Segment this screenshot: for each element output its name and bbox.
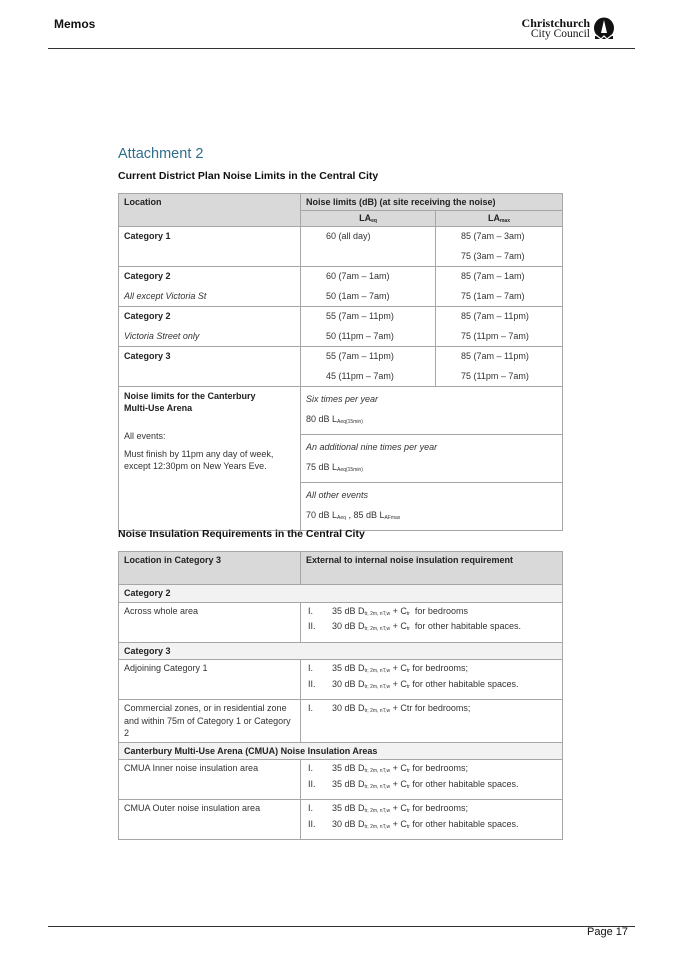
- location-cell: Category 2 All except Victoria St: [119, 267, 301, 307]
- lamax-cell: 85 (7am – 11pm) 75 (11pm – 7am): [436, 307, 563, 347]
- cmua-limit-cell: Six times per year 80 dB $L_{Aeq(15min)}$: [301, 387, 563, 435]
- council-logo: [522, 17, 615, 41]
- page-number: Page 17: [587, 926, 628, 938]
- cmua-limit-cell: All other events 70 dB $L_{Aeq}$ , 85 dB $L_{AFmax}$: [301, 483, 563, 531]
- cathedral-logo-icon: [593, 17, 615, 41]
- table1-title: Current District Plan Noise Limits in the Central City: [118, 170, 379, 182]
- requirement-item: II. 30 dB $D_{tr, 2m, nT,w} + C_{tr}$ for other habitable spaces.: [308, 678, 519, 690]
- col-noise-limits: Noise limits (dB) (at site receiving the noise): [301, 194, 563, 211]
- requirement-item: II. 30 dB $D_{tr, 2m, nT,w} + C_{tr}$ for other habitable spaces.: [308, 621, 521, 632]
- lamax-cell: 85 (7am – 3am) 75 (3am – 7am): [436, 227, 563, 267]
- requirement-cell: [301, 602, 563, 642]
- location-cell: Category 2 Victoria Street only: [119, 307, 301, 347]
- table-row: [119, 307, 563, 347]
- group-heading: Category 2: [119, 585, 563, 603]
- table-row: [119, 700, 563, 743]
- location-cell: CMUA Outer noise insulation area: [119, 800, 301, 840]
- location-cell: Category 1: [119, 227, 301, 267]
- lamax-cell: 85 (7am – 11pm) 75 (11pm – 7am): [436, 347, 563, 387]
- table-row: [119, 602, 563, 642]
- cmua-location-cell: Noise limits for the Canterbury Multi-Use Arena All events: Must finish by 11pm any day of week, except 12:30pm on New Years Eve.: [119, 387, 301, 531]
- location-cell: Commercial zones, or in residential zone and within 75m of Category 1 or Category 2: [119, 700, 301, 743]
- location-cell: Category 3: [119, 347, 301, 387]
- table-row: [119, 660, 563, 700]
- group-heading: Category 3: [119, 642, 563, 660]
- group-row: [119, 585, 563, 603]
- group-row: [119, 742, 563, 760]
- requirement-item: I. 30 dB $D_{tr, 2m, nT,w}$ + Ctr for bedrooms;: [308, 703, 471, 714]
- lamax-cell: 85 (7am – 1am) 75 (1am – 7am): [436, 267, 563, 307]
- footer-divider: [48, 926, 635, 927]
- location-cell: Across whole area: [119, 602, 301, 642]
- cmua-limit-cell: An additional nine times per year 75 dB $L_{Aeq(15min)}$: [301, 435, 563, 483]
- col-laeq: $LA_{eq}$: [301, 211, 436, 227]
- col-requirement: External to internal noise insulation requirement: [301, 552, 563, 585]
- laeq-cell: 60 (all day): [301, 227, 436, 267]
- table-row: [119, 760, 563, 800]
- laeq-cell: 60 (7am – 1am) 50 (1am – 7am): [301, 267, 436, 307]
- table-row: [119, 267, 563, 307]
- noise-limits-table: [118, 193, 563, 531]
- logo-line1: Christchurch: [521, 16, 590, 30]
- table-row: [119, 227, 563, 267]
- table-row: [119, 800, 563, 840]
- col-location-cat3: Location in Category 3: [119, 552, 301, 585]
- requirement-item: II. 30 dB $D_{tr, 2m, nT,w} + C_{tr}$ for other habitable spaces.: [308, 818, 519, 830]
- requirement-item: I. 35 dB $D_{tr, 2m, nT,w} + C_{tr}$ for bedrooms;: [308, 763, 468, 774]
- requirement-item: I. 35 dB $D_{tr, 2m, nT,w} + C_{tr}$ for bedrooms: [308, 605, 468, 617]
- header-title: Memos: [54, 17, 96, 31]
- col-location: Location: [119, 194, 301, 227]
- cmua-row: [119, 387, 563, 435]
- laeq-cell: 55 (7am – 11pm) 50 (11pm – 7am): [301, 307, 436, 347]
- requirement-cell: [301, 700, 563, 743]
- location-cell: CMUA Inner noise insulation area: [119, 760, 301, 800]
- group-heading: Canterbury Multi-Use Arena (CMUA) Noise Insulation Areas: [119, 742, 563, 760]
- header-divider: [48, 48, 635, 49]
- logo-line2: City Council: [530, 28, 590, 40]
- table-row: [119, 347, 563, 387]
- attachment-title: Attachment 2: [118, 146, 204, 162]
- location-cell: Adjoining Category 1: [119, 660, 301, 700]
- table2-title: Noise Insulation Requirements in the Central City: [118, 528, 365, 540]
- requirement-cell: [301, 660, 563, 700]
- requirement-item: I. 35 dB $D_{tr, 2m, nT,w} + C_{tr}$ for bedrooms;: [308, 663, 468, 674]
- requirement-cell: [301, 760, 563, 800]
- requirement-item: II. 35 dB $D_{tr, 2m, nT,w} + C_{tr}$ for other habitable spaces.: [308, 778, 519, 790]
- group-row: [119, 642, 563, 660]
- laeq-cell: 55 (7am – 11pm) 45 (11pm – 7am): [301, 347, 436, 387]
- insulation-table: [118, 551, 563, 840]
- requirement-item: I. 35 dB $D_{tr, 2m, nT,w} + C_{tr}$ for bedrooms;: [308, 803, 468, 814]
- requirement-cell: [301, 800, 563, 840]
- col-lamax: $LA_{max}$: [436, 211, 563, 227]
